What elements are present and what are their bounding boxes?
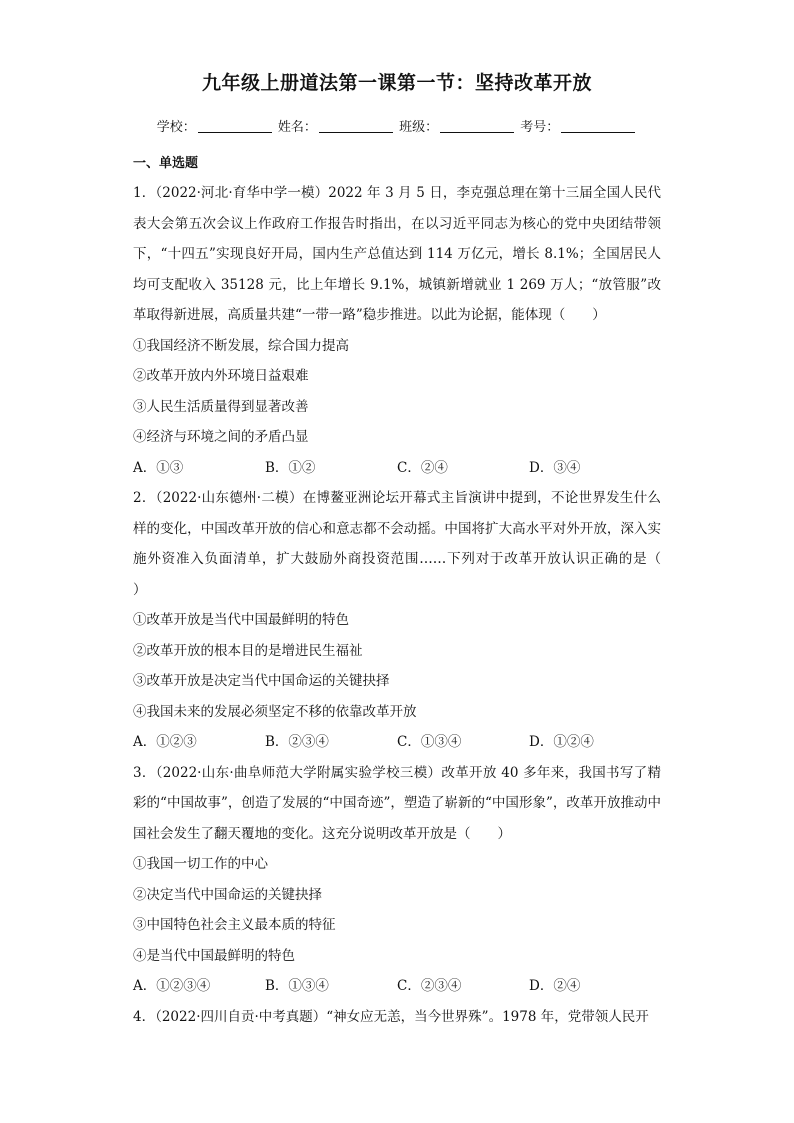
question-3-option: ④是当代中国最鲜明的特色	[133, 947, 295, 964]
question-2-option: ③改革开放是决定当代中国命运的关键抉择	[133, 673, 390, 689]
choice-a[interactable]: A．①③	[133, 459, 184, 476]
question-3-option: ②决定当代中国命运的关键抉择	[133, 886, 322, 903]
question-2-choices	[133, 727, 661, 758]
question-2-option: ①改革开放是当代中国最鲜明的特色	[133, 612, 349, 628]
choice-b[interactable]: B．①③④	[265, 978, 329, 994]
class-blank[interactable]	[440, 120, 514, 133]
question-1-option: ④经济与环境之间的矛盾凸显	[133, 429, 309, 445]
question-1-choices	[133, 453, 661, 484]
question-1-option: ③人民生活质量得到显著改善	[133, 398, 309, 415]
questions-body	[133, 178, 688, 1032]
class-label: 班级：	[399, 120, 439, 135]
question-3-stem: 3．（2022·山东·曲阜师范大学附属实验学校三模）改革开放 40 多年来，我国书写了精彩的“中国故事”，创造了发展的“中国奇迹”，塑造了崭新的“中国形象”，改革开放推动中国社会发生了翻天覆地的变化。这充分说明改革开放是（ ）	[133, 764, 661, 842]
question-2-stem: 2．（2022·山东德州·二模）在博鳌亚洲论坛开幕式主旨演讲中提到，不论世界发生什么样的变化，中国改革开放的信心和意志都不会动摇。中国将扩大高水平对外开放，深入实施外资准入负面清单，扩大鼓励外商投资范围……下列对于改革开放认识正确的是（ ）	[133, 490, 688, 598]
school-label: 学校：	[156, 120, 196, 135]
question-4-stem: 4．（2022·四川自贡·中考真题）“神女应无恙，当今世界殊”。1978 年，党带领人民开	[133, 1008, 649, 1025]
question-1-option: ①我国经济不断发展，综合国力提高	[133, 337, 349, 354]
question-3-option: ③中国特色社会主义最本质的特征	[133, 917, 336, 933]
document-title: 九年级上册道法第一课第一节：坚持改革开放	[201, 72, 592, 94]
number-label: 考号：	[520, 120, 560, 135]
choice-b[interactable]: B．②③④	[265, 734, 329, 750]
question-1-stem: 1．（2022·河北·育华中学一模）2022 年 3 月 5 日，李克强总理在第十三届全国人民代表大会第五次会议上作政府工作报告时指出，在以习近平同志为核心的党中央团结带领下，“十四五”实现良好开局，国内生产总值达到 114 万亿元，增长 8.1%；全国居民人均可支配收入 35128 元，比上年增长 9.1%，城镇新增就业 1 269 万人；“放管服”改革取得新进展，高质量共建“一带一路”稳步推进。以此为论据，能体现（ ）	[133, 185, 661, 323]
question-3-option: ①我国一切工作的中心	[133, 856, 268, 872]
student-info-line	[0, 116, 794, 135]
name-label: 姓名：	[277, 120, 317, 135]
choice-c[interactable]: C．②④	[397, 459, 448, 476]
choice-d[interactable]: D．①②④	[529, 734, 594, 750]
choice-c[interactable]: C．①③④	[397, 734, 462, 750]
choice-d[interactable]: D．③④	[529, 459, 581, 476]
section-heading: 一、单选题	[133, 156, 199, 171]
choice-b[interactable]: B．①②	[265, 459, 316, 476]
choice-d[interactable]: D．②④	[529, 978, 581, 994]
choice-a[interactable]: A．①②③	[133, 734, 197, 750]
name-blank[interactable]	[319, 120, 393, 133]
question-3-choices	[133, 971, 661, 1002]
question-1-option: ②改革开放内外环境日益艰难	[133, 368, 309, 384]
number-blank[interactable]	[561, 120, 635, 133]
school-blank[interactable]	[198, 120, 272, 133]
choice-c[interactable]: C．②③④	[397, 978, 462, 994]
question-2-option: ②改革开放的根本目的是增进民生福祉	[133, 642, 363, 659]
question-2-option: ④我国未来的发展必须坚定不移的依靠改革开放	[133, 703, 417, 720]
choice-a[interactable]: A．①②③④	[133, 978, 211, 994]
